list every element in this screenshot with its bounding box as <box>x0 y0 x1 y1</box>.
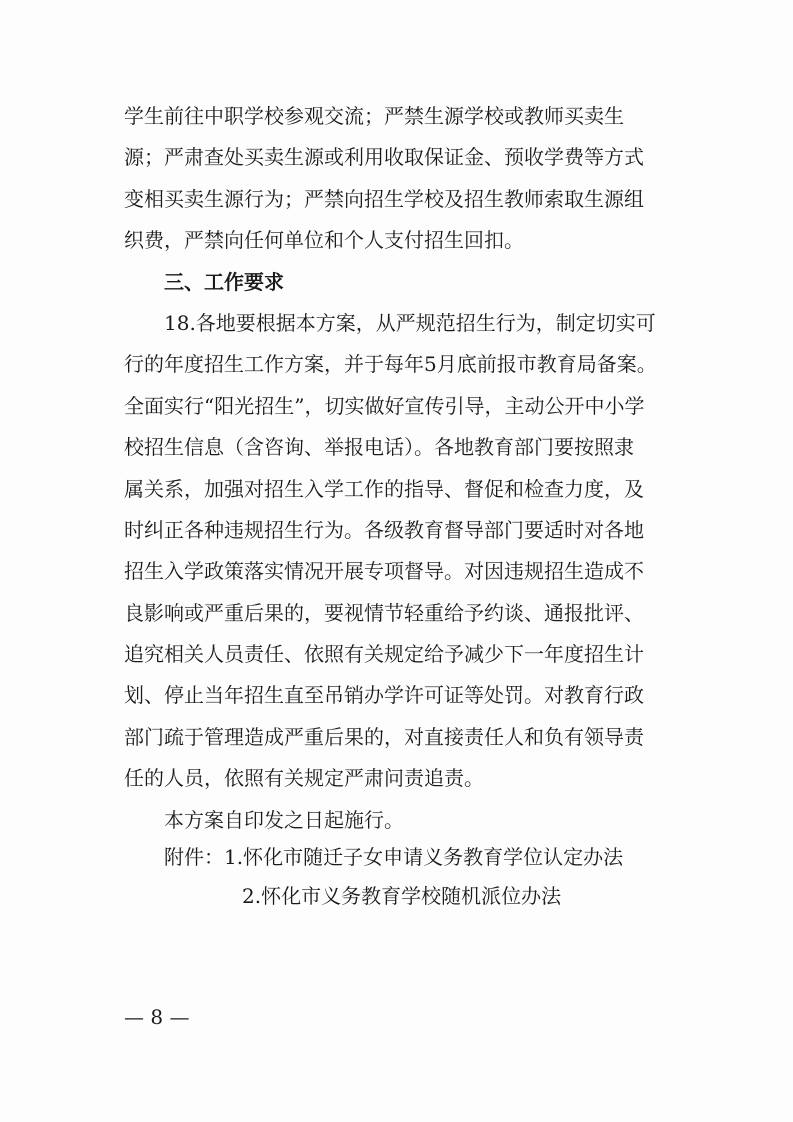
paragraph-18-line: 行的年度招生工作方案，并于每年5月底前报市教育局备案。 <box>124 352 657 377</box>
body-text <box>124 96 669 841</box>
paragraph-18-line: 校招生信息（含咨询、举报电话）。各地教育部门要按照隶 <box>124 435 634 460</box>
attachment-1: 附件：1.怀化市随迁子女申请义务教育学位认定办法 <box>164 845 624 869</box>
paragraph-18-line: 属关系，加强对招生入学工作的指导、督促和检查力度，及 <box>124 476 644 501</box>
page-number: — 8 — <box>124 1005 190 1029</box>
text-line: 变相买卖生源行为；严禁向招生学校及招生教师索取生源组 <box>124 186 644 211</box>
attachments-block <box>164 838 623 916</box>
paragraph-18-line: 任的人员，依照有关规定严肃问责追责。 <box>124 766 484 791</box>
paragraph-18-line: 划、停止当年招生直至吊销办学许可证等处罚。对教育行政 <box>124 683 644 708</box>
effective-date-line: 本方案自印发之日起施行。 <box>164 807 404 832</box>
paragraph-18-line: 全面实行“阳光招生”，切实做好宣传引导，主动公开中小学 <box>124 393 645 418</box>
paragraph-18-line: 招生入学政策落实情况开展专项督导。对因违规招生造成不 <box>124 559 644 584</box>
attachment-2: 2.怀化市义务教育学校随机派位办法 <box>242 884 562 908</box>
text-line: 学生前往中职学校参观交流；严禁生源学校或教师买卖生 <box>124 104 624 128</box>
paragraph-18-line: 良影响或严重后果的，要视情节轻重给予约谈、通报批评、 <box>124 600 644 625</box>
paragraph-18-line: 时纠正各种违规招生行为。各级教育督导部门要适时对各地 <box>124 517 644 542</box>
paragraph-18-line: 追究相关人员责任、依照有关规定给予减少下一年度招生计 <box>124 642 644 667</box>
section-heading: 三、工作要求 <box>164 269 284 294</box>
paragraph-18-line: 18.各地要根据本方案，从严规范招生行为，制定切实可 <box>164 310 656 335</box>
paragraph-18-line: 部门疏于管理造成严重后果的，对直接责任人和负有领导责 <box>124 724 644 749</box>
text-line: 织费，严禁向任何单位和个人支付招生回扣。 <box>124 228 524 253</box>
text-line: 源；严肃查处买卖生源或利用收取保证金、预收学费等方式 <box>124 145 644 170</box>
